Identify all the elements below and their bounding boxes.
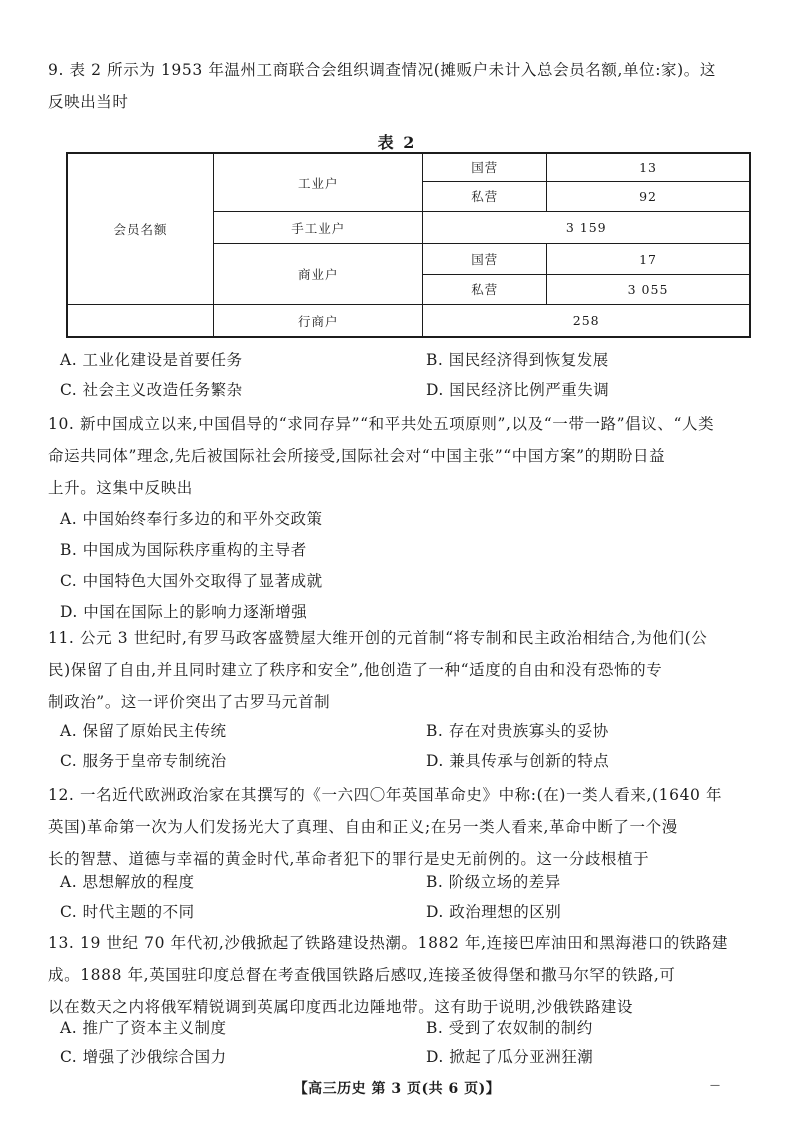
q9-option-c[interactable]: C. 社会主义改造任务繁杂 — [60, 381, 243, 399]
handicraft-value: 3 159 — [423, 212, 750, 244]
q9-line-2: 反映出当时 — [48, 93, 129, 111]
industrial-state-label: 国营 — [423, 153, 547, 181]
commercial-label: 商业户 — [214, 244, 423, 305]
industrial-label: 工业户 — [214, 153, 423, 212]
q13-line-1: 13. 19 世纪 70 年代初,沙俄掀起了铁路建设热潮。1882 年,连接巴库油田和黑海港口的铁路建 — [48, 934, 729, 952]
q12-option-a[interactable]: A. 思想解放的程度 — [60, 873, 195, 891]
q13-option-b[interactable]: B. 受到了农奴制的制约 — [426, 1019, 593, 1037]
q12-line-3: 长的智慧、道德与幸福的黄金时代,革命者犯下的罪行是史无前例的。这一分歧根植于 — [48, 850, 650, 868]
q9-option-a[interactable]: A. 工业化建设是首要任务 — [60, 351, 243, 369]
q13-line-3: 以在数天之内将俄军精锐调到英属印度西北边陲地带。这有助于说明,沙俄铁路建设 — [48, 998, 634, 1016]
q12-line-2: 英国)革命第一次为人们发扬光大了真理、自由和正义;在另一类人看来,革命中断了一个漫 — [48, 818, 678, 836]
page-footer: 【高三历史 第 3 页(共 6 页)】 — [293, 1081, 501, 1097]
question-13-stem — [48, 927, 758, 1023]
itinerant-label: 行商户 — [214, 305, 423, 337]
itinerant-value: 258 — [423, 305, 750, 337]
q10-line-3: 上升。这集中反映出 — [48, 479, 193, 497]
commercial-private-value: 3 055 — [547, 274, 750, 304]
commercial-state-value: 17 — [547, 244, 750, 274]
commercial-state-label: 国营 — [423, 244, 547, 274]
group-label-tail — [67, 305, 214, 337]
q11-line-3: 制政治”。这一评价突出了古罗马元首制 — [48, 693, 331, 711]
q11-line-2: 民)保留了自由,并且同时建立了秩序和安全”,他创造了一种“适度的自由和没有恐怖的专 — [48, 661, 663, 679]
membership-table — [66, 152, 751, 338]
table-caption: 表 2 — [377, 133, 417, 152]
q10-line-1: 10. 新中国成立以来,中国倡导的“求同存异”“和平共处五项原则”,以及“一带一路”倡议、“人类 — [48, 415, 715, 433]
q9-option-b[interactable]: B. 国民经济得到恢复发展 — [426, 351, 609, 369]
q11-option-d[interactable]: D. 兼具传承与创新的特点 — [426, 752, 610, 770]
q10-line-2: 命运共同体”理念,先后被国际社会所接受,国际社会对“中国主张”“中国方案”的期盼日益 — [48, 447, 666, 465]
q9-option-d[interactable]: D. 国民经济比例严重失调 — [426, 381, 610, 399]
handicraft-label: 手工业户 — [214, 212, 423, 244]
group-label-cell: 会员名额 — [67, 153, 214, 305]
question-10-stem — [48, 408, 758, 504]
q12-option-d[interactable]: D. 政治理想的区别 — [426, 903, 562, 921]
q13-option-c[interactable]: C. 增强了沙俄综合国力 — [60, 1048, 227, 1066]
q11-option-a[interactable]: A. 保留了原始民主传统 — [60, 722, 227, 740]
q9-line-1: 9. 表 2 所示为 1953 年温州工商联合会组织调查情况(摊贩户未计入总会员名额,单位:家)。这 — [48, 61, 716, 79]
q10-option-b[interactable]: B. 中国成为国际秩序重构的主导者 — [60, 541, 307, 559]
q12-option-c[interactable]: C. 时代主题的不同 — [60, 903, 195, 921]
question-11-stem — [48, 622, 758, 718]
q11-line-1: 11. 公元 3 世纪时,有罗马政客盛赞屋大维开创的元首制“将专制和民主政治相结合,为他们(公 — [48, 629, 708, 647]
industrial-private-label: 私营 — [423, 181, 547, 211]
corner-mark: — — [710, 1080, 720, 1091]
commercial-private-label: 私营 — [423, 274, 547, 304]
question-12-stem — [48, 779, 758, 875]
q13-line-2: 成。1888 年,英国驻印度总督在考查俄国铁路后感叹,连接圣彼得堡和撒马尔罕的铁路,可 — [48, 966, 676, 984]
q10-option-d[interactable]: D. 中国在国际上的影响力逐渐增强 — [60, 603, 308, 621]
question-9-stem — [48, 54, 758, 118]
q11-option-b[interactable]: B. 存在对贵族寡头的妥协 — [426, 722, 609, 740]
q10-option-a[interactable]: A. 中国始终奉行多边的和平外交政策 — [60, 510, 323, 528]
q13-option-a[interactable]: A. 推广了资本主义制度 — [60, 1019, 227, 1037]
industrial-private-value: 92 — [547, 181, 750, 211]
q13-option-d[interactable]: D. 掀起了瓜分亚洲狂潮 — [426, 1048, 594, 1066]
industrial-state-value: 13 — [547, 153, 750, 181]
q12-line-1: 12. 一名近代欧洲政治家在其撰写的《一六四〇年英国革命史》中称:(在)一类人看来,(1640 年 — [48, 786, 723, 804]
q12-option-b[interactable]: B. 阶级立场的差异 — [426, 873, 561, 891]
q10-option-c[interactable]: C. 中国特色大国外交取得了显著成就 — [60, 572, 323, 590]
q11-option-c[interactable]: C. 服务于皇帝专制统治 — [60, 752, 227, 770]
